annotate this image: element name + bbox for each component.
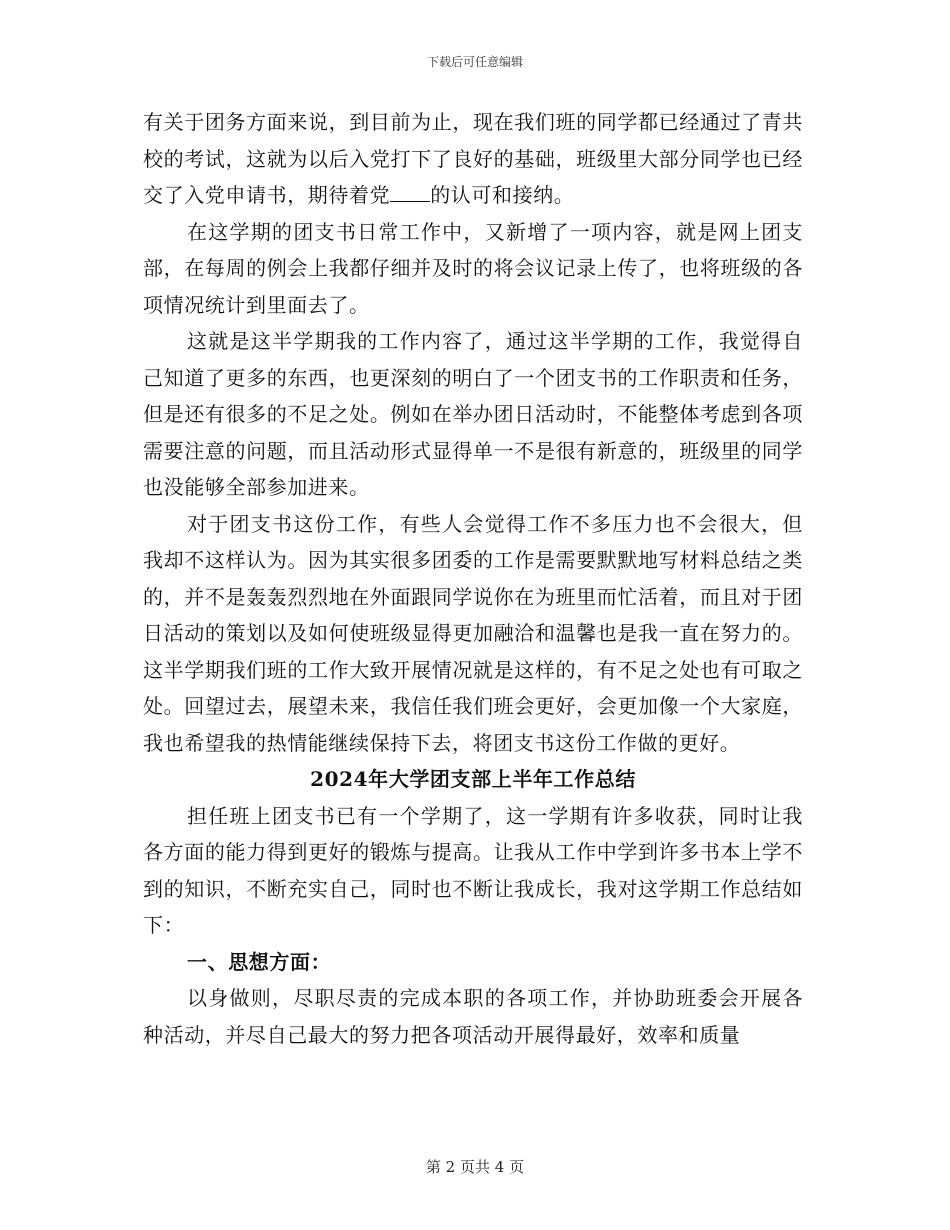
paragraph-1-text: 有关于团务方面来说，到目前为止，现在我们班的同学都已经通过了青共校的考试，这就为以后入党打下了良好的基础，班级里大部分同学也已经交了入党申请书，期待着党: [143, 110, 803, 207]
paragraph-4: 对于团支书这份工作，有些人会觉得工作不多压力也不会很大，但我却不这样认为。因为其实很多团委的工作是需要默默地写材料总结之类的，并不是轰轰烈烈地在外面跟同学说你在为班里而忙活着，而且对于团日活动的策划以及如何使班级显得更加融洽和温馨也是我一直在努力的。这半学期我们班的工作大致开展情况就是这样的，有不足之处也有可取之处。回望过去，展望未来，我信任我们班会更好，会更加像一个大家庭，我也希望我的热情能继续保持下去，将团支书这份工作做的更好。: [143, 511, 803, 755]
document-title: 2024年大学团支部上半年工作总结: [310, 767, 636, 791]
paragraph-3: 这就是这半学期我的工作内容了，通过这半学期的工作，我觉得自己知道了更多的东西，也更深刻的明白了一个团支书的工作职责和任务，但是还有很多的不足之处。例如在举办团日活动时，不能整体考虑到各项需要注意的问题，而且活动形式显得单一不是很有新意的，班级里的同学也没能够全部参加进来。: [143, 329, 803, 499]
paragraph-6: 以身做则，尽职尽责的完成本职的各项工作，并协助班委会开展各种活动，并尽自己最大的努力把各项活动开展得最好，效率和质量: [143, 986, 803, 1047]
paragraph-1-tail: 的认可和接纳。: [430, 183, 575, 207]
paragraph-2: 在这学期的团支书日常工作中，又新增了一项内容，就是网上团支部，在每周的例会上我都仔细并及时的将会议记录上传了，也将班级的各项情况统计到里面去了。: [143, 219, 803, 317]
paragraph-5: 担任班上团支书已有一个学期了，这一学期有许多收获，同时让我各方面的能力得到更好的锻炼与提高。让我从工作中学到许多书本上学不到的知识，不断充实自己，同时也不断让我成长，我对这学期工作总结如下：: [143, 803, 803, 937]
section-heading-thought: 一、思想方面：: [187, 949, 332, 974]
paragraph-1: [143, 104, 803, 214]
document-body: [143, 104, 803, 1053]
blank-underline: [390, 183, 430, 202]
page-header-note: 下载后可任意编辑: [426, 55, 523, 69]
page-number: 第 2 页共 4 页: [425, 1158, 525, 1176]
